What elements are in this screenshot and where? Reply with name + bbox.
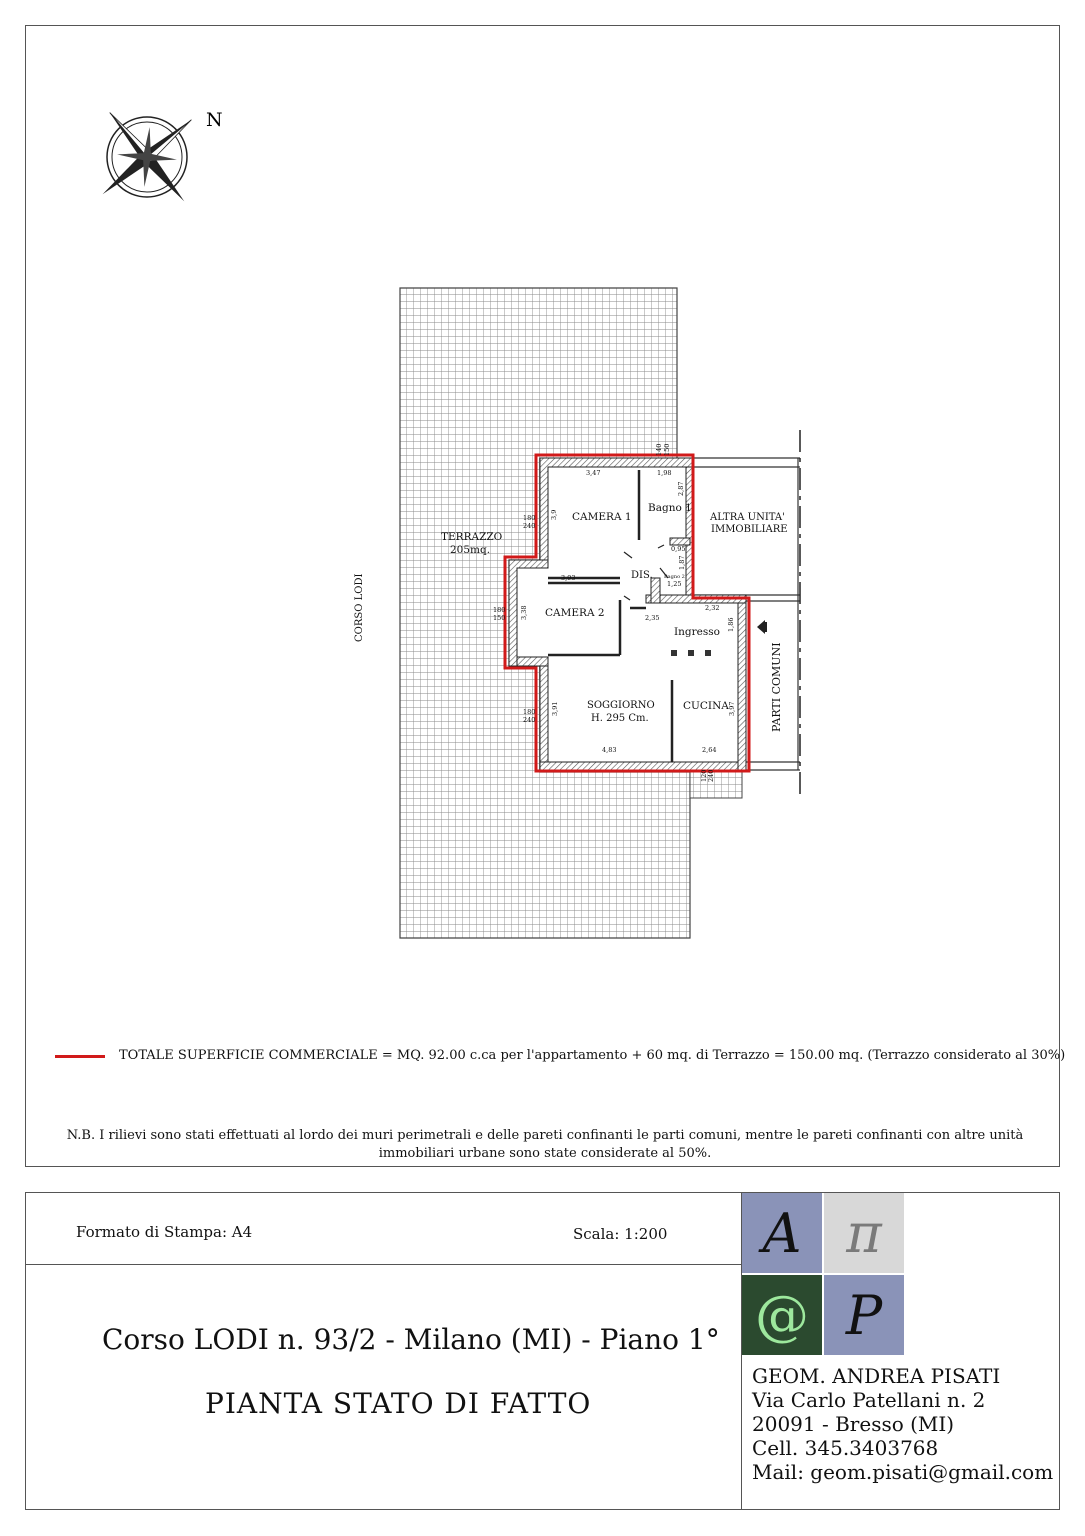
wall-240-d: 240 (707, 769, 715, 782)
compass-north-label: N (206, 109, 223, 131)
surveyor-mail: Mail: geom.pisati@gmail.com (752, 1460, 1054, 1484)
wall-180-a: 180 (523, 514, 536, 522)
dim-0-95: 0,95 (671, 545, 686, 553)
room-dis: DIS. (631, 570, 653, 581)
surveyor-phone: Cell. 345.3403768 (752, 1436, 939, 1460)
wall-240-c: 240 (523, 716, 536, 724)
surveyor-street: Via Carlo Patellani n. 2 (752, 1388, 986, 1412)
neighbour-unit (694, 458, 800, 770)
legend-text: TOTALE SUPERFICIE COMMERCIALE = MQ. 92.00 c.ca per l'appartamento + 60 mq. di Terrazzo = 150.00 mq. (Terrazzo considerato al 30%) (119, 1048, 1066, 1063)
room-ingresso: Ingresso (674, 626, 720, 638)
surveyor-name: GEOM. ANDREA PISATI (752, 1364, 1001, 1388)
logo-tile-a: A (742, 1193, 822, 1273)
surveyor-logo (742, 1193, 904, 1355)
dim-3-97: 3,97 (728, 701, 736, 716)
dim-1-25: 1,25 (667, 580, 682, 588)
common-parts-label: PARTI COMUNI (770, 642, 783, 732)
dim-3-38: 3,38 (520, 605, 528, 620)
dim-1-98: 1,98 (657, 469, 672, 477)
logo-tile-at: @ (742, 1275, 822, 1355)
logo-tile-pi: π (824, 1193, 904, 1273)
wall-180-c: 180 (523, 708, 536, 716)
print-format: Formato di Stampa: A4 (76, 1223, 253, 1241)
wall-240-a: 240 (523, 522, 536, 530)
dim-3-93: 3,93 (561, 574, 576, 582)
dim-2-35: 2,35 (645, 614, 660, 622)
logo-tile-p: P (824, 1275, 904, 1355)
dim-2-64: 2,64 (702, 746, 717, 754)
drawing-scale: Scala: 1:200 (573, 1225, 668, 1243)
room-camera2: CAMERA 2 (545, 607, 605, 619)
room-immobiliare: IMMOBILIARE (711, 524, 788, 535)
dim-1-87: 1,87 (678, 555, 686, 570)
dim-3-9: 3,9 (550, 509, 558, 520)
legend-red-line (55, 1055, 105, 1058)
columns (671, 650, 711, 656)
dim-1-86: 1,86 (727, 617, 735, 632)
room-altra-unita: ALTRA UNITA' (710, 512, 785, 523)
street-label: CORSO LODI (354, 573, 365, 642)
room-terrazzo: TERRAZZO (441, 531, 503, 543)
compass-rose-icon (65, 75, 228, 238)
wall-180-b: 180 (493, 606, 506, 614)
room-cucina: CUCINA (683, 700, 729, 712)
room-bagno2: Bagno 2 (664, 574, 685, 580)
plan-title: PIANTA STATO DI FATTO (205, 1387, 592, 1420)
room-soggiorno-height: H. 295 Cm. (591, 713, 649, 724)
dim-2-87: 2,87 (677, 481, 685, 496)
wall-top-140: 140 (655, 443, 663, 456)
wall-top-150: 150 (663, 443, 671, 456)
entrance-arrow-icon (757, 620, 767, 634)
titleblock-divider-h (25, 1264, 742, 1265)
survey-note: N.B. I rilievi sono stati effettuati al lordo dei muri perimetrali e delle pareti confinanti le parti comuni, mentre le pareti confinanti con altre unità immobiliari urbane sono state considerate al 50%. (66, 1128, 1024, 1161)
room-soggiorno: SOGGIORNO (587, 700, 655, 711)
property-address: Corso LODI n. 93/2 - Milano (MI) - Piano 1° (102, 1323, 720, 1356)
dim-3-91: 3,91 (551, 701, 559, 716)
wall-120: 120 (700, 769, 708, 782)
surveyor-city: 20091 - Bresso (MI) (752, 1412, 955, 1436)
terrace-strip (690, 769, 742, 798)
room-bagno1: Bagno 1 (648, 502, 692, 514)
surveyor-info (752, 1364, 1053, 1484)
dim-2-32: 2,32 (705, 604, 720, 612)
dim-3-47: 3,47 (586, 469, 601, 477)
room-terrazzo-area: 205mq. (450, 544, 491, 556)
room-camera1: CAMERA 1 (572, 511, 632, 523)
dim-4-83: 4,83 (602, 746, 617, 754)
wall-150: 150 (493, 614, 506, 622)
